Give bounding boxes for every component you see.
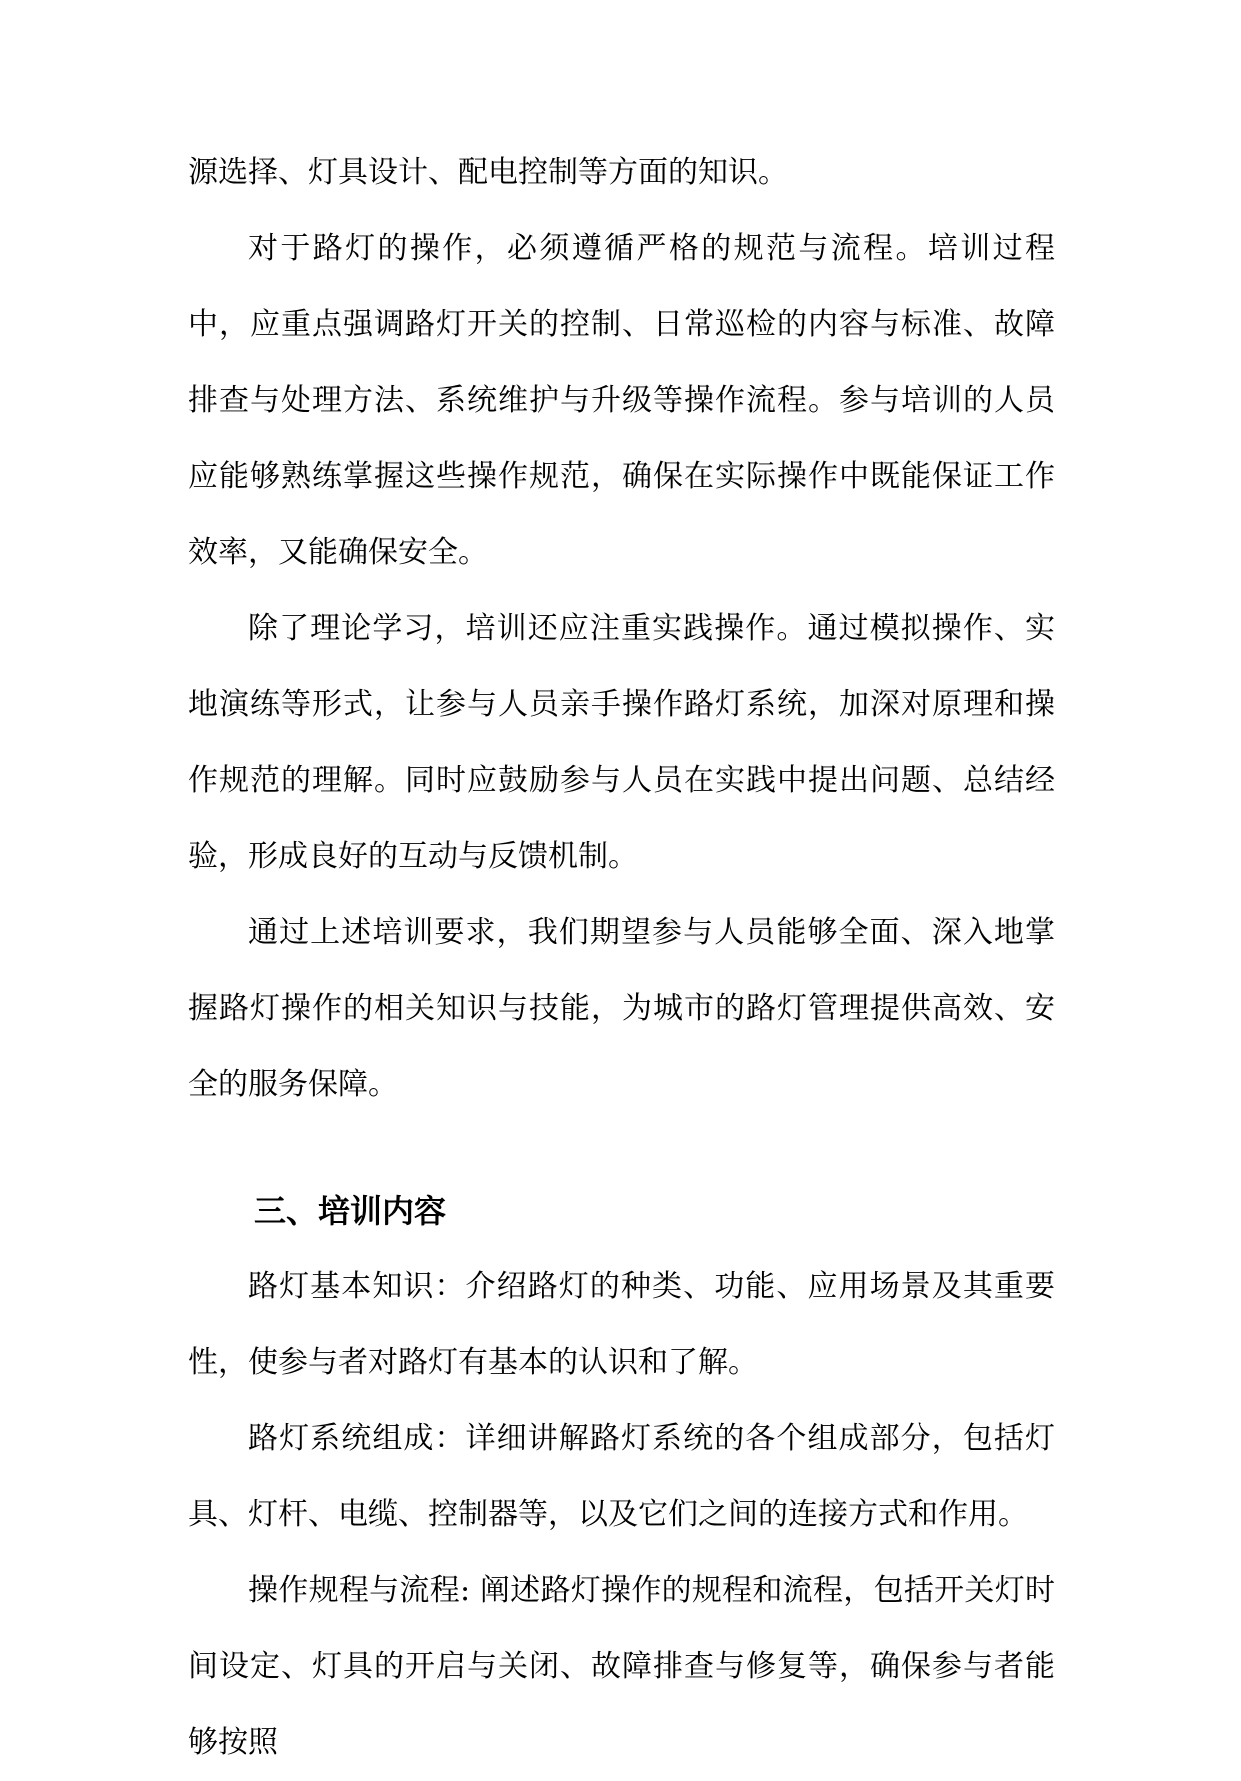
paragraph-continuation: 源选择、灯具设计、配电控制等方面的知识。 (188, 155, 788, 190)
paragraph-operation-norms: 对于路灯的操作，必须遵循严格的规范与流程。培训过程中，应重点强调路灯开关的控制、日常巡检的内容与标准、故障排查与处理方法、系统维护与升级等操作流程。参与培训的人员应能够熟练掌握这些操作规范，确保在实际操作中既能保证工作效率，又能确保安全。 (188, 231, 1055, 570)
paragraph-system-composition: 路灯系统组成：详细讲解路灯系统的各个组成部分，包括灯具、灯杆、电缆、控制器等，以及它们之间的连接方式和作用。 (188, 1421, 1055, 1532)
paragraph-expectation: 通过上述培训要求，我们期望参与人员能够全面、深入地掌握路灯操作的相关知识与技能，为城市的路灯管理提供高效、安全的服务保障。 (188, 915, 1055, 1102)
paragraph-practice: 除了理论学习，培训还应注重实践操作。通过模拟操作、实地演练等形式，让参与人员亲手操作路灯系统，加深对原理和操作规范的理解。同时应鼓励参与人员在实践中提出问题、总结经验，形成良好的互动与反馈机制。 (188, 611, 1055, 874)
section-heading: 三、培训内容 (254, 1192, 447, 1230)
document-page (188, 135, 1055, 1781)
paragraph-basic-knowledge: 路灯基本知识：介绍路灯的种类、功能、应用场景及其重要性，使参与者对路灯有基本的认识和了解。 (188, 1269, 1055, 1380)
paragraph-procedures: 操作规程与流程: 阐述路灯操作的规程和流程，包括开关灯时间设定、灯具的开启与关闭、故障排查与修复等，确保参与者能够按照 (188, 1573, 1055, 1760)
